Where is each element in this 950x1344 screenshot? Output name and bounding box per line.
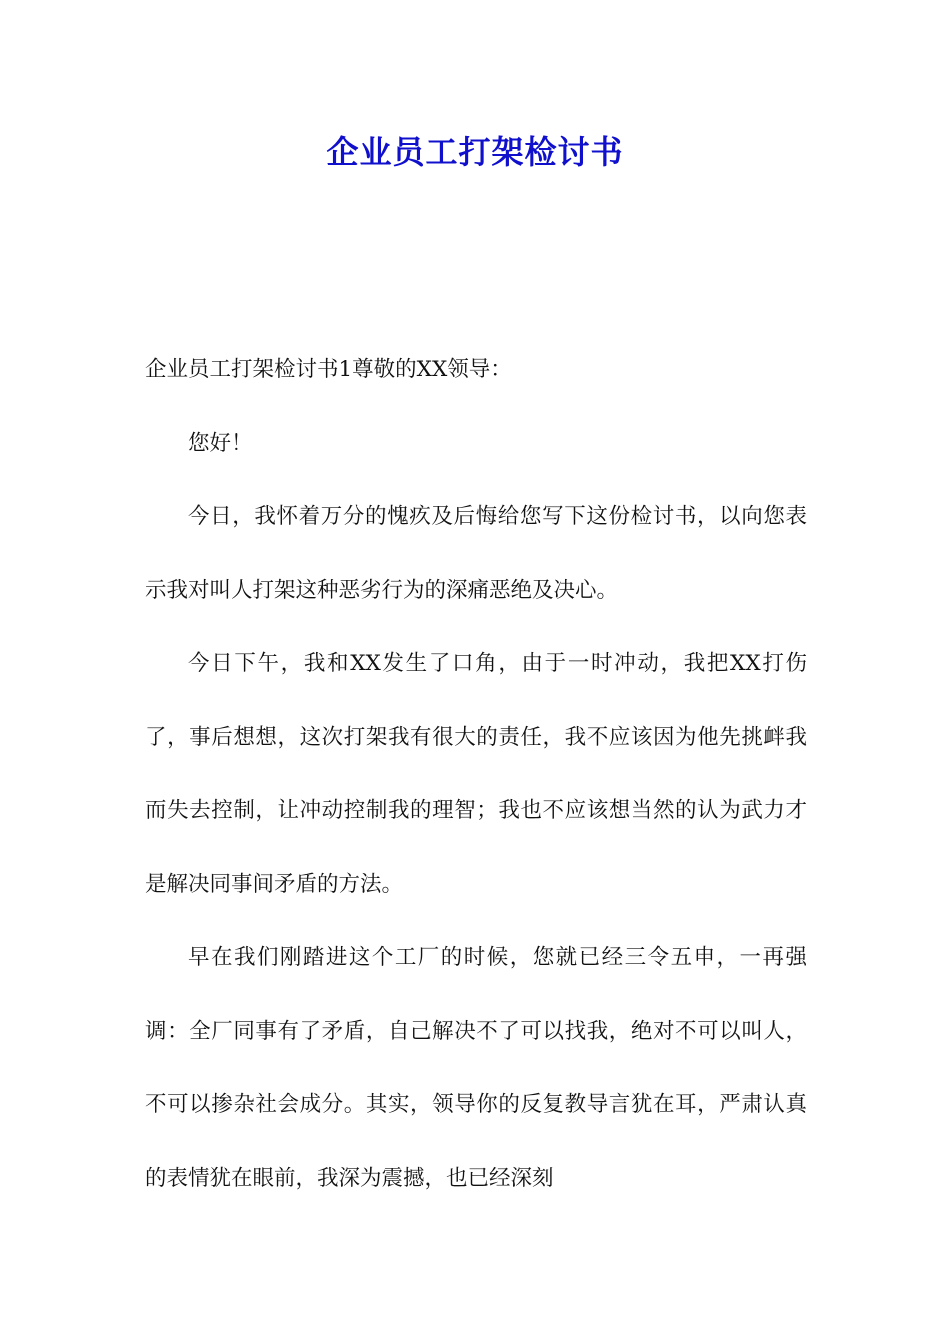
body-paragraph: 早在我们刚踏进这个工厂的时候，您就已经三令五申，一再强调：全厂同事有了矛盾，自己解决不了可以找我，绝对不可以叫人，不可以掺杂社会成分。其实，领导你的反复教导言犹在耳，严肃认真的表情犹在眼前，我深为震撼，也已经深刻 xyxy=(145,945,807,1191)
body-paragraph: 今日，我怀着万分的愧疚及后悔给您写下这份检讨书，以向您表示我对叫人打架这种恶劣行为的深痛恶绝及决心。 xyxy=(145,504,807,603)
document-title: 企业员工打架检讨书 xyxy=(326,133,624,171)
greeting-paragraph: 您好！ xyxy=(188,430,253,456)
document-body xyxy=(145,333,807,1215)
salutation-paragraph: 企业员工打架检讨书1尊敬的XX领导： xyxy=(145,357,512,382)
body-paragraph: 今日下午，我和XX发生了口角，由于一时冲动，我把XX打伤了，事后想想，这次打架我有很大的责任，我不应该因为他先挑衅我而失去控制，让冲动控制我的理智；我也不应该想当然的认为武力才是解决同事间矛盾的方法。 xyxy=(145,651,807,897)
